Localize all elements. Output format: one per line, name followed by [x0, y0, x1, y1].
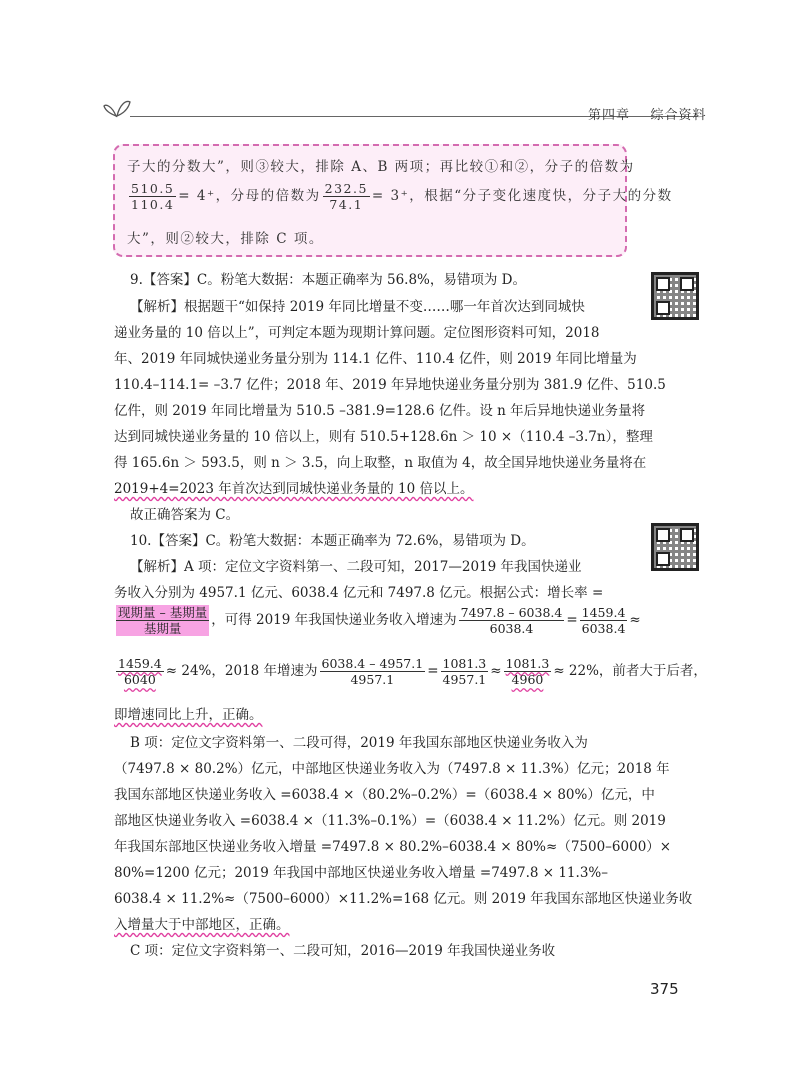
q10-b-7: 6038.4 × 11.2%≈（7500–6000）×11.2%=168 亿元。则 2019 年我国东部地区快递业务收 [114, 891, 693, 907]
fraction: $\frac{1459.4}{6040}$ [118, 656, 162, 687]
fraction: $\frac{1081.3}{4957.1}$ [442, 656, 487, 687]
q9-analysis-8: 2019+4=2023 年首次达到同城快递业务量的 10 倍以上。 [114, 481, 474, 497]
q10-analysis-1: 【解析】A 项：定位文字资料第一、二段可知，2017—2019 年我国快递业 [130, 559, 582, 575]
q10-analysis-2: 务收入分别为 4957.1 亿元、6038.4 亿元和 7497.8 亿元。根据公式：增长率 = [114, 585, 604, 601]
q9-analysis-1: 【解析】根据题干“如保持 2019 年同比增量不变……哪一年首次达到同城快 [130, 299, 585, 315]
note-line-3: 大”，则②较大，排除 C 项。 [127, 231, 324, 247]
chapter-title: 综合资料 [650, 108, 707, 123]
q9-analysis-5: 亿件，则 2019 年同比增量为 510.5 –381.9=128.6 亿件。设 n 年后异地快递业务量将 [114, 403, 646, 419]
q9-analysis-6: 达到同城快递业务量的 10 倍以上，则有 510.5+128.6n ＞ 10 ×（110.4 –3.7n），整理 [114, 429, 653, 445]
fraction: $\frac{1459.4}{6038.4}$ [581, 605, 626, 636]
page-number: 375 [650, 980, 679, 998]
q9-conclusion: 故正确答案为 C。 [130, 507, 240, 523]
fraction: $\frac{510.5}{110.4}$ [131, 181, 175, 212]
q9-analysis-2: 递业务量的 10 倍以上”，可判定本题为现期计算问题。定位图形资料可知，2018 [114, 325, 600, 341]
chapter-label: 第四章 [588, 108, 631, 123]
fraction: $\frac{1081.3}{4960}$ [505, 656, 550, 687]
note-line-1: 子大的分数大”，则③较大，排除 A、B 两项；再比较①和②，分子的倍数为 [127, 159, 635, 175]
fraction: $\frac{7497.8 - 6038.4}{6038.4}$ [460, 605, 563, 636]
note-line-2: $\frac{510.5}{110.4}$ = 4⁺，分母的倍数为 $\frac{232.5}{74.1}$ = 3⁺，根据“分子变化速度快，分子大的分数 [131, 181, 673, 212]
q10-b-3: 我国东部地区快递业务收入 =6038.4 ×（80.2%–0.2%）=（6038.4 × 80%）亿元，中 [114, 787, 655, 803]
q10-calc-line: $\frac{1459.4}{6040}$ ≈ 24%，2018 年增速为 $\frac{6038.4 - 4957.1}{4957.1}$ = $\frac{1081.3}{4957.1}$ ≈ $\frac{1081.3}{4960}$ ≈ 22%，前者大于后者， [118, 656, 707, 687]
q10-b-6: 80%=1200 亿元；2019 年我国中部地区快递业务收入增量 =7497.8 × 11.3%– [114, 865, 608, 881]
fraction: $\frac{6038.4 - 4957.1}{4957.1}$ [321, 656, 424, 687]
q10-answer: 10.【答案】C。粉笔大数据：本题正确率为 72.6%，易错项为 D。 [130, 533, 535, 549]
qr-code-icon[interactable] [651, 272, 699, 320]
q10-a-conclusion: 即增速同比上升，正确。 [114, 707, 263, 723]
q10-b-5: 年我国东部地区快递业务收入增量 =7497.8 × 80.2%–6038.4 × 80%≈（7500–6000）× [114, 839, 672, 855]
q10-b-1: B 项：定位文字资料第一、二段可得，2019 年我国东部地区快递业务收入为 [130, 735, 588, 751]
q10-c-1: C 项：定位文字资料第一、二段可知，2016—2019 年我国快递业务收 [130, 943, 556, 959]
leaf-icon [102, 96, 132, 118]
q9-analysis-4: 110.4–114.1= –3.7 亿件；2018 年、2019 年异地快递业务量分别为 381.9 亿件、510.5 [114, 377, 666, 393]
q10-b-2: （7497.8 × 80.2%）亿元，中部地区快递业务收入为（7497.8 × 11.3%）亿元；2018 年 [114, 761, 670, 777]
q10-formula-line: $\frac{\text{现期量 – 基期量}}{\text{基期量}}$ ，可得 2019 年我国快递业务收入增速为 $\frac{7497.8 - 6038.4}{6038.4}$ = $\frac{1459.4}{6038.4}$ ≈ [118, 605, 641, 636]
q10-b-4: 部地区快递业务收入 =6038.4 ×（11.3%–0.1%）=（6038.4 × 11.2%）亿元。则 2019 [114, 813, 666, 829]
fraction: $\frac{232.5}{74.1}$ [324, 181, 368, 212]
chapter-header [588, 104, 707, 123]
growth-formula: $\frac{\text{现期量 – 基期量}}{\text{基期量}}$ [118, 605, 208, 636]
qr-code-icon[interactable] [651, 523, 699, 571]
q10-b-8: 入增量大于中部地区，正确。 [114, 917, 290, 933]
q9-analysis-3: 年、2019 年同城快递业务量分别为 114.1 亿件、110.4 亿件，则 2019 年同比增量为 [114, 351, 637, 367]
q9-analysis-7: 得 165.6n ＞ 593.5，则 n ＞ 3.5，向上取整，n 取值为 4，故全国异地快递业务量将在 [114, 455, 647, 471]
q9-answer: 9.【答案】C。粉笔大数据：本题正确率为 56.8%，易错项为 D。 [130, 272, 527, 288]
